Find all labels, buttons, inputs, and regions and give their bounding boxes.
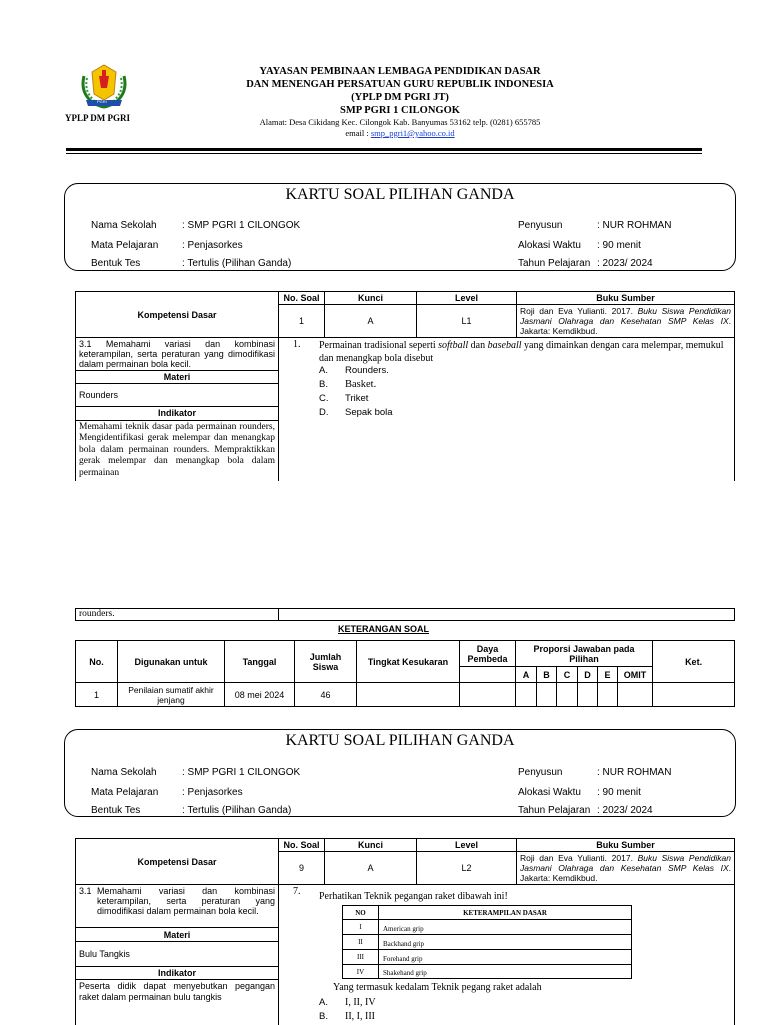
level-value: L1	[417, 305, 517, 338]
card-1-header	[64, 183, 736, 271]
ket-row-a	[516, 683, 537, 707]
ket-option-a-header: A	[516, 667, 537, 683]
indikator-text-continued: rounders.	[76, 609, 279, 621]
grip-row-text: Shakehand grip	[379, 965, 632, 979]
materi-value: Rounders	[76, 384, 279, 407]
ket-omit-header: OMIT	[618, 667, 653, 683]
source-book-publisher: . Jakarta: Kemdikbud.	[520, 863, 731, 883]
header-rule-thick	[66, 148, 702, 151]
option-letter: C.	[319, 392, 345, 406]
kd-header: Kompetensi Dasar	[76, 292, 279, 338]
school-name-label: Nama Sekolah	[91, 767, 157, 778]
institution-heading	[200, 65, 600, 139]
school-name-label: Nama Sekolah	[91, 220, 157, 231]
ket-row-omit	[618, 683, 653, 707]
indikator-header: Indikator	[76, 407, 279, 420]
question-cell	[279, 338, 735, 482]
ket-row-b	[537, 683, 557, 707]
option-letter: B.	[319, 1011, 345, 1022]
card-1-title: KARTU SOAL PILIHAN GANDA	[65, 186, 735, 204]
ket-row-no: 1	[76, 683, 118, 707]
soal-no-value: 9	[279, 852, 325, 885]
source-book-value	[517, 305, 735, 338]
option-letter: B.	[319, 378, 345, 392]
source-book-title: Buku Siswa Pendidikan Jasmani Olahraga dan Kesehatan SMP Kelas IX	[520, 306, 731, 326]
question-cell-continued	[279, 609, 735, 621]
email-label: email :	[345, 128, 368, 138]
level-header: Level	[417, 292, 517, 305]
source-book-publisher: . Jakarta: Kemdikbud.	[520, 316, 731, 336]
source-book-header: Buku Sumber	[517, 292, 735, 305]
ket-option-b-header: B	[537, 667, 557, 683]
year-value: : 2023/ 2024	[597, 258, 653, 269]
year-value: : 2023/ 2024	[597, 805, 653, 816]
option-text: Rounders.	[345, 365, 389, 376]
source-book-title: Buku Siswa Pendidikan Jasmani Olahraga dan Kesehatan SMP Kelas IX	[520, 853, 731, 873]
card-2-title: KARTU SOAL PILIHAN GANDA	[65, 732, 735, 750]
ket-row-date: 08 mei 2024	[225, 683, 295, 707]
ket-note-header: Ket.	[653, 641, 735, 683]
keterangan-table	[75, 640, 735, 707]
materi-value: Bulu Tangkis	[76, 942, 279, 966]
grip-row-no: IV	[343, 965, 379, 979]
source-book-header: Buku Sumber	[517, 839, 735, 852]
option-text: Sepak bola	[345, 407, 393, 418]
keterangan-title: KETERANGAN SOAL	[338, 624, 429, 634]
ket-row-students: 46	[295, 683, 357, 707]
question-table-2	[75, 838, 735, 1025]
school-name-value: : SMP PGRI 1 CILONGOK	[182, 220, 300, 231]
option-text: I, II, IV	[345, 997, 376, 1008]
subject-label: Mata Pelajaran	[91, 787, 158, 798]
letterhead	[0, 0, 768, 160]
test-form-value: : Tertulis (Pilihan Ganda)	[182, 258, 291, 269]
grip-no-header: NO	[343, 906, 379, 920]
subject-value: : Penjasorkes	[182, 240, 243, 251]
ket-row-note	[653, 683, 735, 707]
author-value: : NUR ROHMAN	[597, 767, 671, 778]
author-label: Penyusun	[518, 220, 562, 231]
option-letter: A.	[319, 364, 345, 378]
test-form-label: Bentuk Tes	[91, 805, 140, 816]
question-number: 7.	[293, 886, 301, 897]
ket-discrimination-subcell	[460, 667, 516, 683]
question-stem	[319, 339, 727, 365]
grip-row-text: Backhand grip	[379, 935, 632, 950]
logo-caption: YPLP DM PGRI	[65, 113, 130, 123]
test-form-value: : Tertulis (Pilihan Ganda)	[182, 805, 291, 816]
option-a	[319, 997, 376, 1008]
ket-row-c	[557, 683, 578, 707]
grip-row-no: II	[343, 935, 379, 950]
level-header: Level	[417, 839, 517, 852]
option-letter: A.	[319, 997, 345, 1008]
ket-row-d	[578, 683, 598, 707]
time-value: : 90 menit	[597, 787, 641, 798]
option-d	[319, 406, 393, 420]
email-link[interactable]: smp_pgri1@yahoo.co.id	[371, 128, 455, 138]
option-letter: D.	[319, 406, 345, 420]
source-book-author: Roji dan Eva Yulianti. 2017.	[520, 853, 638, 863]
ket-difficulty-header: Tingkat Kesukaran	[357, 641, 460, 683]
stem-part-2: dan	[468, 340, 487, 351]
ket-option-d-header: D	[578, 667, 598, 683]
school-name-value: : SMP PGRI 1 CILONGOK	[182, 767, 300, 778]
kd-description: Memahami variasi dan kombinasi keterampilan, serta peraturan yang dimodifikasi dalam permainan bola kecil.	[97, 886, 275, 916]
option-b	[319, 1011, 375, 1022]
stem-part-1: Permainan tradisional seperti	[319, 340, 438, 351]
subject-label: Mata Pelajaran	[91, 240, 158, 251]
materi-header: Materi	[76, 371, 279, 384]
kd-text	[76, 885, 279, 928]
key-value: A	[325, 305, 417, 338]
soal-no-value: 1	[279, 305, 325, 338]
key-value: A	[325, 852, 417, 885]
question-number: 1.	[293, 339, 301, 350]
ket-students-header: Jumlah Siswa	[295, 641, 357, 683]
ket-row-use: Penilaian sumatif akhir jenjang	[118, 683, 225, 707]
key-header: Kunci	[325, 839, 417, 852]
option-text: II, I, III	[345, 1011, 375, 1022]
level-value: L2	[417, 852, 517, 885]
stem-baseball: baseball	[488, 340, 522, 351]
option-text: Triket	[345, 393, 368, 404]
ket-proportion-header: Proporsi Jawaban pada Pilihan	[516, 641, 653, 667]
option-b	[319, 378, 376, 392]
question-cell	[279, 885, 735, 1025]
school-email-line	[200, 128, 600, 139]
kd-header: Kompetensi Dasar	[76, 839, 279, 885]
letterhead-line-2: DAN MENENGAH PERSATUAN GURU REPUBLIK INDONESIA	[200, 78, 600, 91]
author-label: Penyusun	[518, 767, 562, 778]
subject-value: : Penjasorkes	[182, 787, 243, 798]
indikator-text: Memahami teknik dasar pada permainan rounders, Mengidentifikasi gerak melempar dan menangkap bola dalam permainan rounders. Mempraktikkan gerak melempar dan menangkap bola dalam permainan	[76, 420, 279, 481]
author-value: : NUR ROHMAN	[597, 220, 671, 231]
grip-row-text: Forehand grip	[379, 950, 632, 965]
year-label: Tahun Pelajaran	[518, 805, 590, 816]
question-stem: Yang termasuk kedalam Teknik pegang raket adalah	[333, 982, 542, 993]
grip-row-no: I	[343, 920, 379, 935]
ket-date-header: Tanggal	[225, 641, 295, 683]
ket-option-c-header: C	[557, 667, 578, 683]
option-c	[319, 392, 368, 406]
time-value: : 90 menit	[597, 240, 641, 251]
soal-no-header: No. Soal	[279, 839, 325, 852]
kd-text: 3.1 Memahami variasi dan kombinasi keterampilan, serta peraturan yang dimodifikasi dalam permainan bola kecil.	[76, 338, 279, 371]
logo-band-text: PGRI	[97, 99, 107, 104]
question-intro: Perhatikan Teknik pegangan raket dibawah ini!	[319, 891, 508, 902]
grip-row-no: III	[343, 950, 379, 965]
ket-option-e-header: E	[598, 667, 618, 683]
grip-table	[342, 905, 632, 979]
indikator-text: Peserta didik dapat menyebutkan pegangan raket dalam permainan bulu tangkis	[76, 980, 279, 1025]
materi-header: Materi	[76, 928, 279, 942]
test-form-label: Bentuk Tes	[91, 258, 140, 269]
time-label: Alokasi Waktu	[518, 787, 581, 798]
soal-no-header: No. Soal	[279, 292, 325, 305]
question-table-1	[75, 291, 735, 481]
school-address: Alamat: Desa Cikidang Kec. Cilongok Kab. Banyumas 53162 telp. (0281) 655785	[200, 117, 600, 128]
ket-no-header: No.	[76, 641, 118, 683]
ket-use-header: Digunakan untuk	[118, 641, 225, 683]
ket-row-difficulty	[357, 683, 460, 707]
grip-row-text: American grip	[379, 920, 632, 935]
source-book-value	[517, 852, 735, 885]
ket-discrimination-header: Daya Pembeda	[460, 641, 516, 667]
header-rule-thin	[66, 153, 702, 154]
ket-row-e	[598, 683, 618, 707]
source-book-author: Roji dan Eva Yulianti. 2017.	[520, 306, 638, 316]
stem-softball: softball	[438, 340, 468, 351]
ket-row-discrimination	[460, 683, 516, 707]
letterhead-line-3: (YPLP DM PGRI JT)	[200, 91, 600, 104]
letterhead-line-1: YAYASAN PEMBINAAN LEMBAGA PENDIDIKAN DASAR	[200, 65, 600, 78]
grip-skill-header: KETERAMPILAN DASAR	[379, 906, 632, 920]
option-text: Basket.	[345, 379, 376, 390]
indikator-header: Indikator	[76, 966, 279, 980]
key-header: Kunci	[325, 292, 417, 305]
question-table-1-continued	[75, 608, 735, 621]
card-2-header	[64, 729, 736, 817]
letterhead-line-4: SMP PGRI 1 CILONGOK	[200, 104, 600, 117]
kd-number: 3.1	[79, 886, 97, 916]
option-a	[319, 364, 389, 378]
year-label: Tahun Pelajaran	[518, 258, 590, 269]
time-label: Alokasi Waktu	[518, 240, 581, 251]
stem-part-3: yang dimainkan dengan cara melempar, memukul dan menangkap bola disebut	[319, 340, 724, 364]
